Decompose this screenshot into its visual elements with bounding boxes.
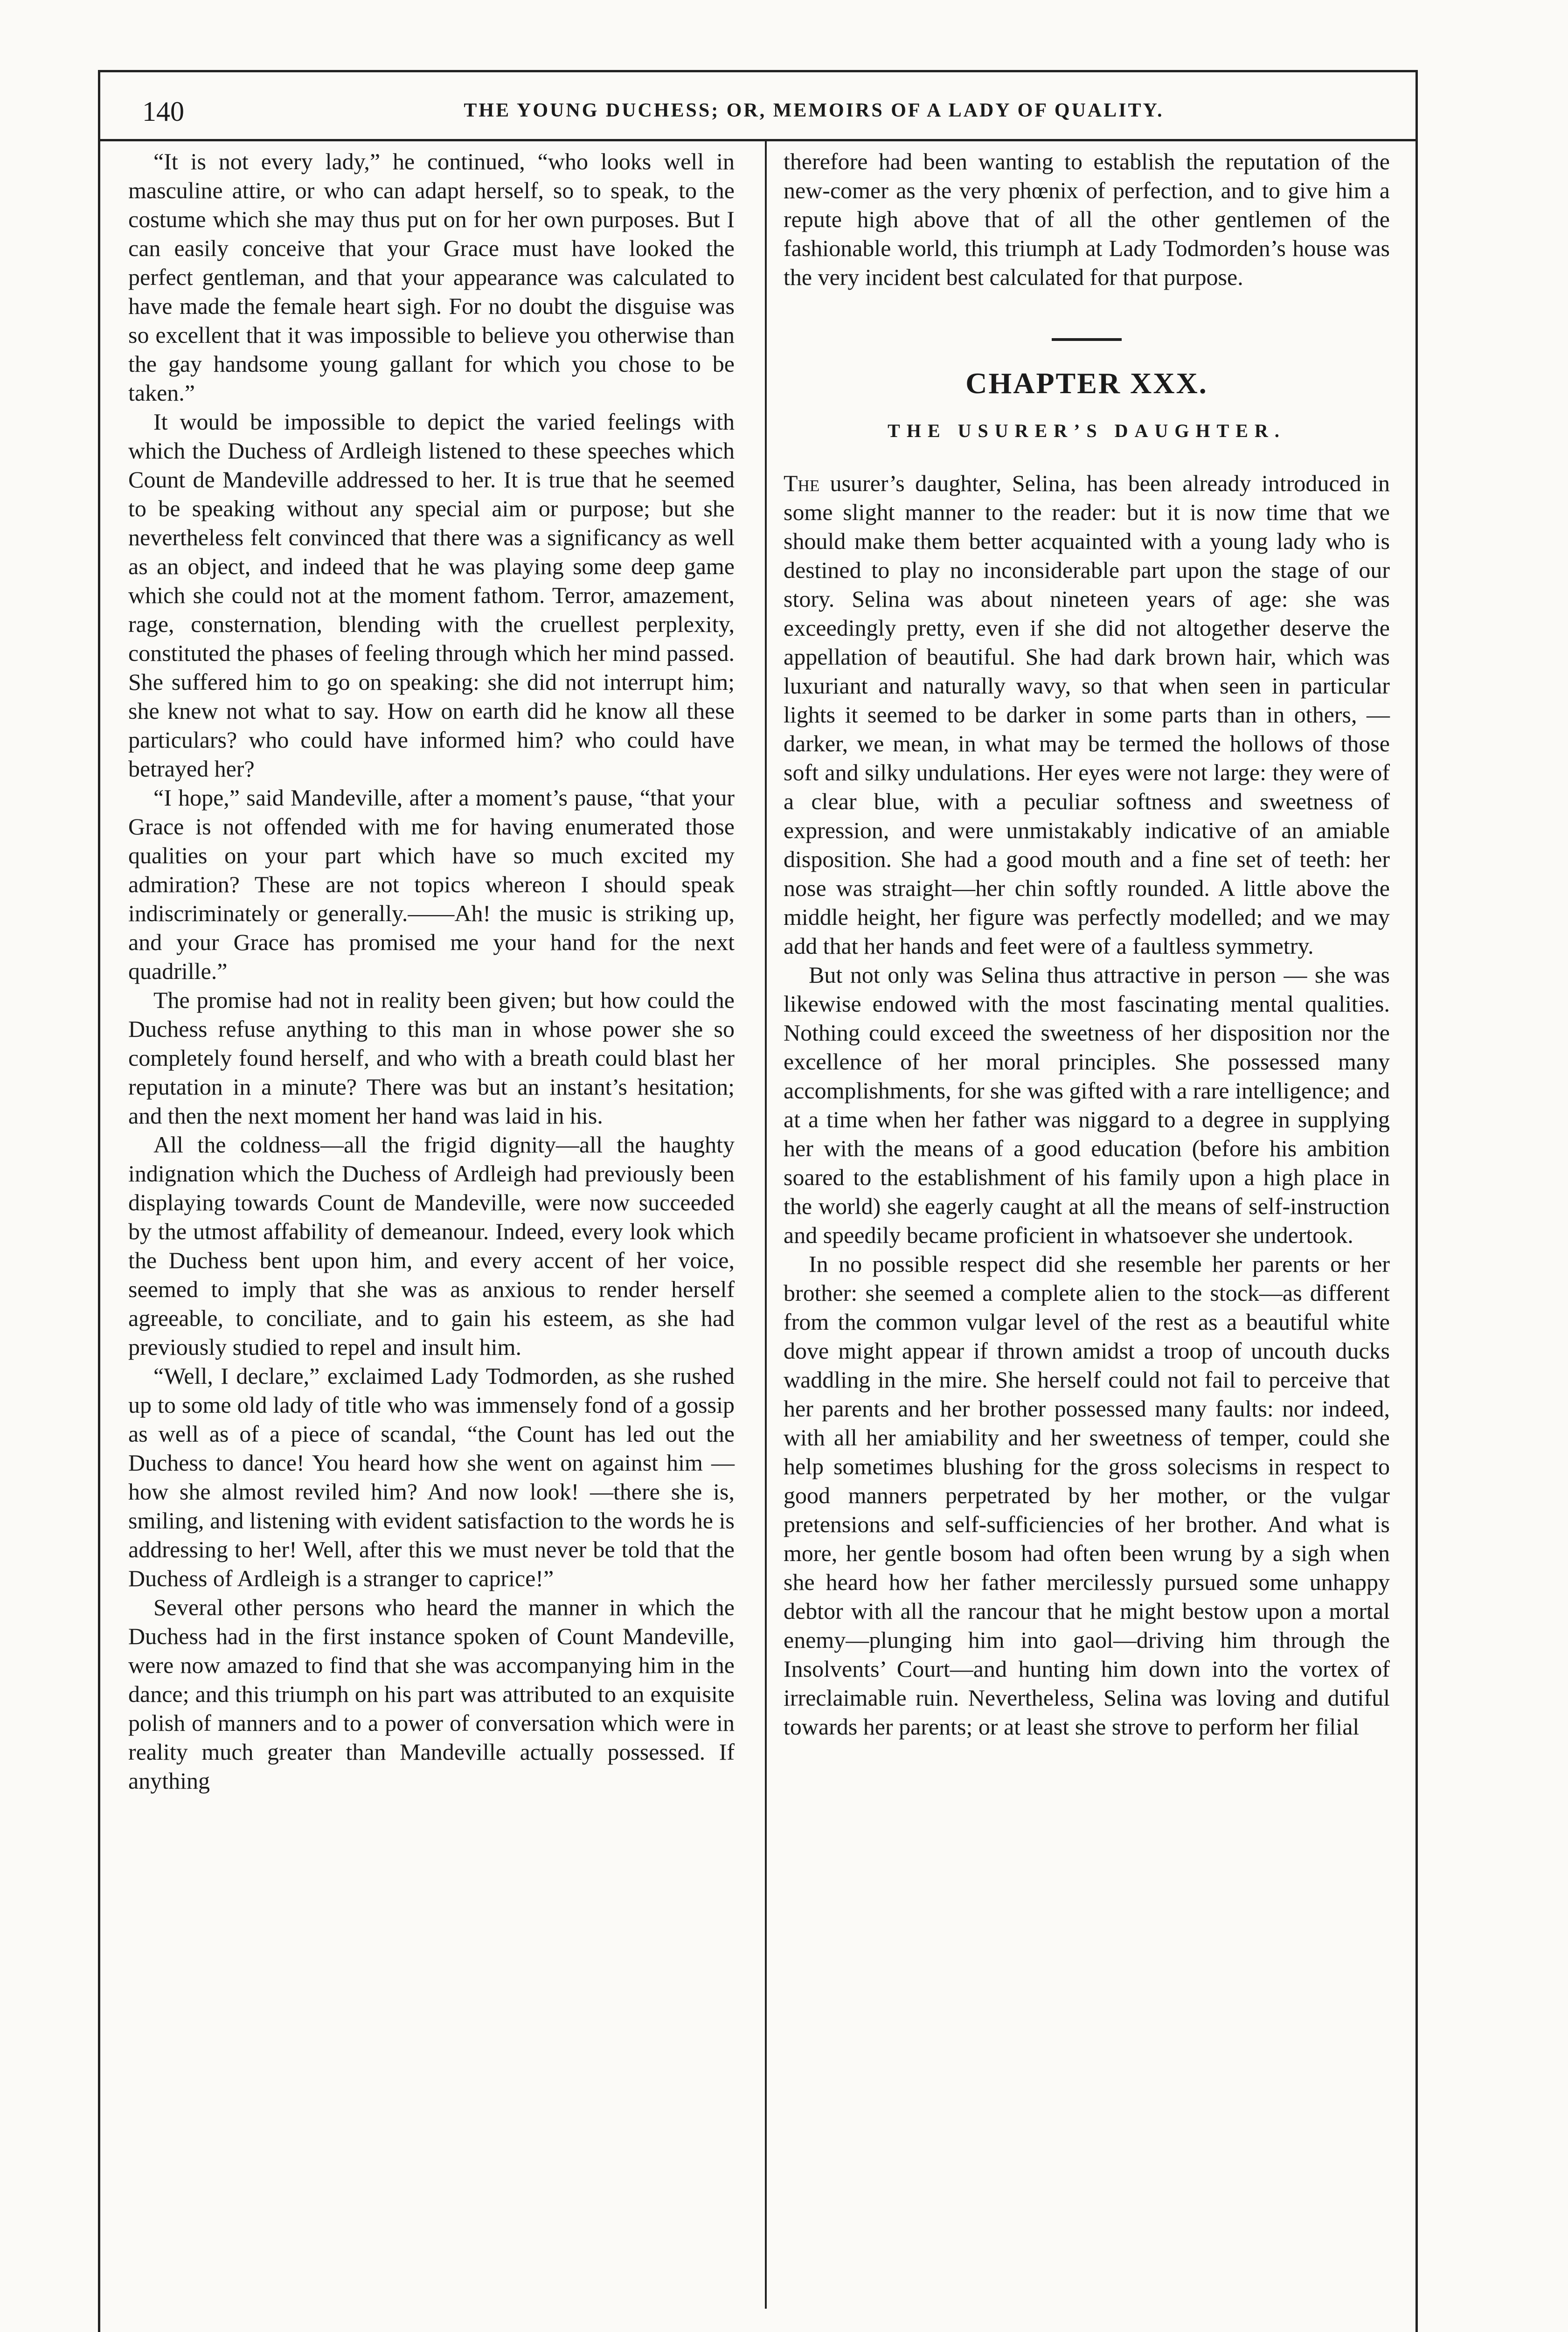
column-divider (765, 140, 767, 2309)
paragraph: It would be impossible to depict the varied feelings with which the Duchess of Ardleigh listened to these speeches which Count de Mandeville addressed to her. It is true that he seemed to be speaking without any special aim or purpose; but she nevertheless felt convinced that there was a significancy as well as an object, and indeed that he was playing some deep game which she could not at the moment fathom. Terror, amazement, rage, consternation, blending with the cruellest perplexity, constituted the phases of feeling through which her mind passed. She suffered him to go on speaking: she did not interrupt him; she knew not what to say. How on earth did he know all these particulars? who could have informed him? who could have betrayed her? (128, 409, 735, 782)
paragraph: “I hope,” said Mandeville, after a moment’s pause, “that your Grace is not offended with me for having enumerated those qualities on your part which have so much excited my admiration? These are not topics whereon I should speak indiscriminately or generally.——Ah! the music is striking up, and your Grace has promised me your hand for the next quadrille.” (128, 784, 735, 984)
running-title: THE YOUNG DUCHESS; OR, MEMOIRS OF A LADY OF QUALITY. (464, 100, 1164, 121)
paragraph: “Well, I declare,” exclaimed Lady Todmorden, as she rushed up to some old lady of title who was immensely fond of a gossip as well as of a piece of scandal, “the Count has led out the Duchess to dance! You heard how she went on against him —how she almost reviled him? And now look! —there she is, smiling, and listening with evident satisfaction to the words he is addressing to her! Well, after this we must never be told that the Duchess of Ardleigh is a stranger to caprice!” (128, 1363, 735, 1591)
running-header (135, 96, 1404, 142)
right-column (784, 147, 1390, 1741)
paragraph: All the coldness—all the frigid dignity—all the haughty indignation which the Duchess of Ardleigh had previously been displaying towards Count de Mandeville, were now succeeded by the utmost affability of demeanour. Indeed, every look which the Duchess bent upon him, and every accent of her voice, seemed to imply that she was as anxious to render herself agreeable, to conciliate, and to gain his esteem, as she had previously studied to repel and insult him. (128, 1131, 735, 1360)
paragraph-continuation: therefore had been wanting to establish the reputation of the new-comer as the very phœnix of perfection, and to give him a repute high above that of all the other gentlemen of the fashionable world, this triumph at Lady Todmorden’s house was the very incident best calculated for that purpose. (784, 148, 1390, 290)
opening-word: The (784, 470, 820, 496)
paragraph: But not only was Selina thus attractive in person — she was likewise endowed with the most fascinating mental qualities. Nothing could exceed the sweetness of her disposition nor the excellence of her moral principles. She possessed many accomplishments, for she was gifted with a rare intelligence; and at a time when her father was niggard to a degree in supplying her with the means of a good education (before his ambition soared to the establishment of his family upon a high place in the world) she eagerly caught at all the means of self-instruction and speedily became proficient in whatsoever she undertook. (784, 962, 1390, 1248)
paragraph: In no possible respect did she resemble her parents or her brother: she seemed a complete alien to the stock—as different from the common vulgar level of the rest as a beautiful white dove might appear if thrown amidst a troop of uncouth ducks waddling in the mire. She herself could not fail to perceive that her parents and her brother possessed many faults: nor indeed, with all her amiability and her sweetness of temper, could she help sometimes blushing for the gross solecisms in respect to good manners perpetrated by her mother, or the vulgar pretensions and self-sufficiencies of her brother. And what is more, her gentle bosom had often been wrung by a sigh when she heard how her father mercilessly pursued some unhappy debtor with all the rancour that he might bestow upon a mortal enemy—plunging him into gaol—driving him through the Insolvents’ Court—and hunting him down into the vortex of irreclaimable ruin. Nevertheless, Selina was loving and dutiful towards her parents; or at least she strove to perform her filial (784, 1251, 1390, 1740)
paragraph: “It is not every lady,” he continued, “who looks well in masculine attire, or who can adapt herself, so to speak, to the costume which she may thus put on for her own purposes. But I can easily conceive that your Grace must have looked the perfect gentleman, and that your appearance was calculated to have made the female heart sigh. For no doubt the disguise was so excellent that it was impossible to believe you otherwise than the gay handsome young gallant for which you chose to be taken.” (128, 148, 735, 406)
opening-text: usurer’s daughter, Selina, has been already introduced in some slight manner to the reader: but it is now time that we should make them better acquainted with a young lady who is destined to play no inconsiderable part upon the stage of our story. Selina was about nineteen years of age: she was exceedingly pretty, even if she did not altogether deserve the appellation of beautiful. She had dark brown hair, which was luxuriant and naturally wavy, so that when seen in particular lights it seemed to be darker in some parts than in others, — darker, we mean, in what may be termed the hollows of those soft and silky undulations. Her eyes were not large: they were of a clear blue, with a peculiar softness and sweetness of expression, and were unmistakably indicative of an amiable disposition. She had a good mouth and a fine set of teeth: her nose was straight—her chin softly rounded. A little above the middle height, her figure was perfectly modelled; and we may add that her hands and feet were of a faultless symmetry. (784, 470, 1390, 959)
chapter-subtitle: THE USURER’S DAUGHTER. (888, 420, 1286, 441)
paragraph: Several other persons who heard the manner in which the Duchess had in the first instance spoken of Count Mandeville, were now amazed to find that she was accompanying him in the dance; and this triumph on his part was attributed to an exquisite polish of manners and to a power of conversation which were in reality much greater than Mandeville actually possessed. If anything (128, 1594, 735, 1794)
chapter-opening-paragraph (784, 469, 1390, 960)
chapter-title: CHAPTER XXX. (965, 367, 1208, 400)
header-rule (98, 139, 1418, 141)
paragraph: The promise had not in reality been given; but how could the Duchess refuse anything to this man in whose power she so completely found herself, and who with a breath could blast her reputation in a minute? There was but an instant’s hesitation; and then the next moment her hand was laid in his. (128, 987, 735, 1129)
left-column (128, 147, 735, 1795)
page-number: 140 (142, 96, 184, 127)
chapter-rule (1052, 338, 1122, 341)
